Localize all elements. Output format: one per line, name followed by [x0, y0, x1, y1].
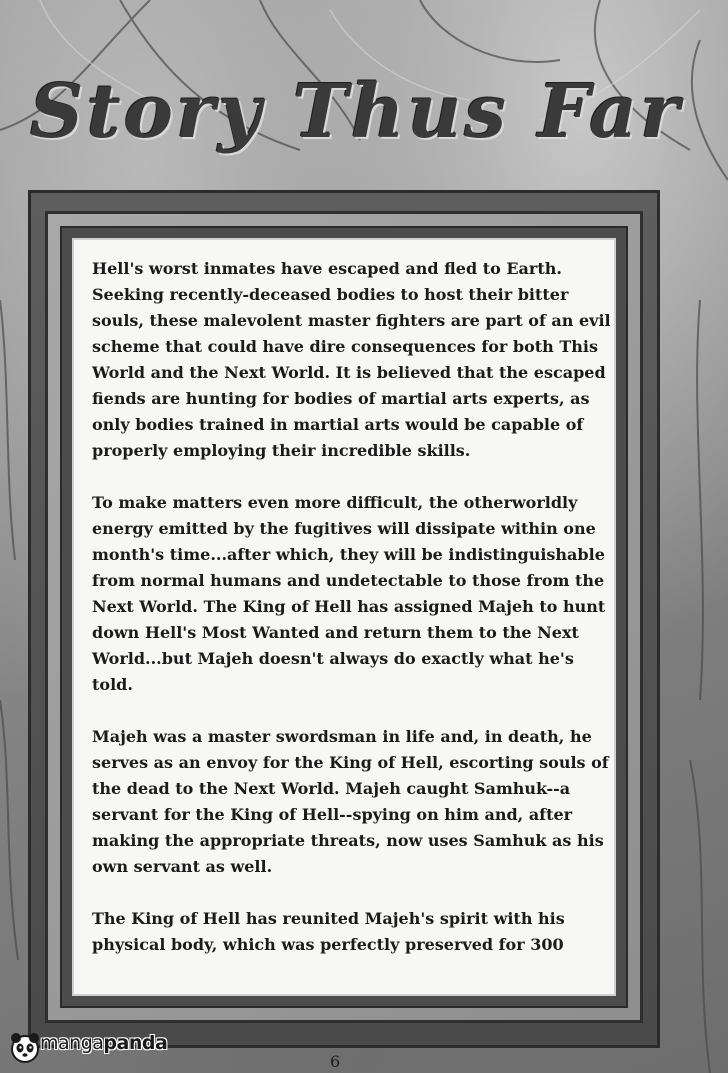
story-paragraph-2: To make matters even more difficult, the otherworldly energy emitted by the fugitives will dissipate within one month's time...after which, they will be indistinguishable from normal humans and undetectable to those from the Next World. The King of Hell has assigned Majeh to hunt down Hell's Most Wanted and return them to the Next World...but Majeh doesn't always do exactly what he's told. — [92, 493, 606, 694]
story-paragraph-4: The King of Hell has reunited Majeh's spirit with his physical body, which was perfectly preserved for 300 — [92, 909, 565, 954]
story-frame-border — [45, 211, 643, 1023]
watermark-text-panda: panda — [103, 1032, 168, 1054]
story-frame-inner — [60, 226, 628, 1008]
story-text — [92, 256, 612, 984]
story-frame-outer — [28, 190, 660, 1048]
story-paragraph-1: Hell's worst inmates have escaped and fled to Earth. Seeking recently-deceased bodies to host their bitter souls, these malevolent master fighters are part of an evil scheme that could have dire consequences for both This World and the Next World. It is believed that the escaped fiends are hunting for bodies of martial arts experts, as only bodies trained in martial arts would be capable of properly employing their incredible skills. — [92, 259, 611, 460]
page-title: Story Thus Far — [30, 69, 683, 155]
mangapanda-logo-icon — [8, 1030, 42, 1064]
page-number: 6 — [330, 1052, 341, 1071]
story-text-panel — [72, 238, 616, 996]
mangapanda-watermark — [8, 1026, 178, 1066]
watermark-text — [40, 1032, 167, 1054]
story-paragraph-3: Majeh was a master swordsman in life and, in death, he serves as an envoy for the King of Hell, escorting souls of the dead to the Next World. Majeh caught Samhuk--a servant for the King of Hell--spying on him and, after making the appropriate threats, now uses Samhuk as his own servant as well. — [92, 727, 609, 876]
watermark-text-manga: manga — [40, 1032, 104, 1054]
